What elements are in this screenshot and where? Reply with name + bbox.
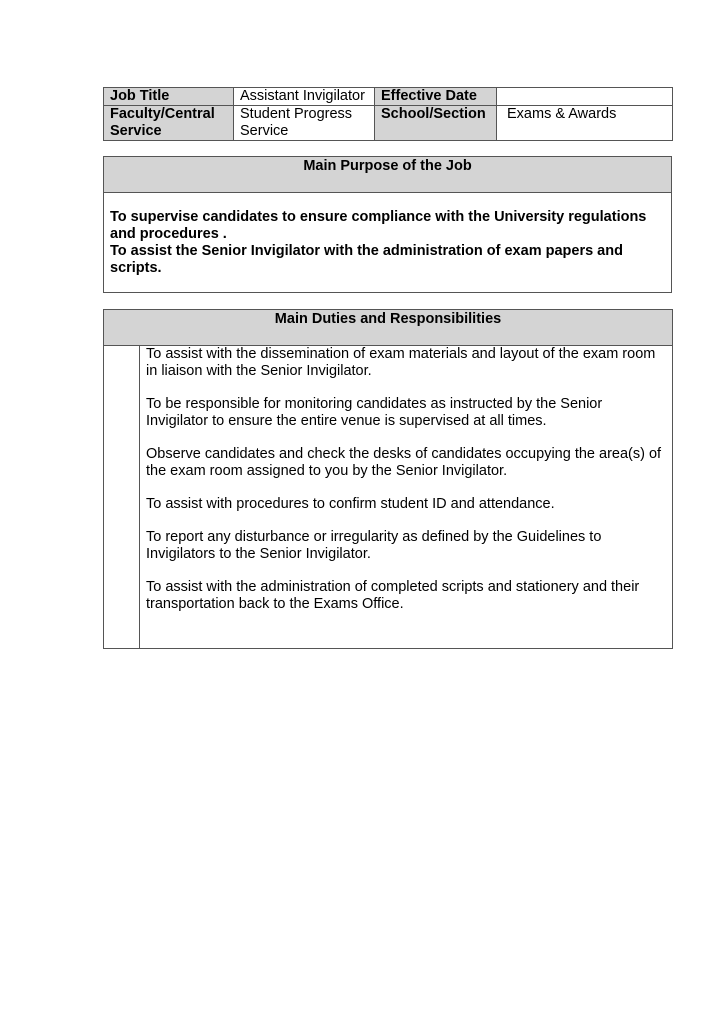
faculty-label: Faculty/Central Service: [104, 106, 234, 141]
main-duties-heading: Main Duties and Responsibilities: [104, 310, 673, 346]
main-duties-table: [103, 309, 673, 649]
purpose-line: To supervise candidates to ensure compliance with the University regulations and procedures .: [110, 209, 647, 242]
duties-bullet-column: [104, 346, 140, 649]
faculty-value: Student Progress Service: [234, 106, 375, 141]
duty-item: To be responsible for monitoring candidates as instructed by the Senior Invigilator to ensure the entire venue is supervised at all times.: [146, 396, 603, 429]
effective-date-value: [497, 88, 673, 106]
duty-item: To report any disturbance or irregularity as defined by the Guidelines to Invigilators to the Senior Invigilator.: [146, 529, 602, 562]
job-info-row: [104, 88, 673, 106]
main-purpose-body: [104, 193, 672, 293]
duty-item: Observe candidates and check the desks of candidates occupying the area(s) of the exam room assigned to you by the Senior Invigilator.: [146, 446, 662, 479]
main-purpose-table: [103, 156, 672, 293]
duty-item: To assist with procedures to confirm student ID and attendance.: [146, 496, 555, 512]
effective-date-label: Effective Date: [375, 88, 497, 106]
duty-item: To assist with the administration of completed scripts and stationery and their transportation back to the Exams Office.: [146, 579, 640, 612]
job-info-table: [103, 87, 673, 141]
job-title-value: Assistant Invigilator: [234, 88, 375, 106]
school-section-label: School/Section: [375, 106, 497, 141]
school-section-value: Exams & Awards: [497, 106, 673, 141]
job-info-row: [104, 106, 673, 141]
duties-list: [140, 346, 673, 649]
job-title-label: Job Title: [104, 88, 234, 106]
main-purpose-heading: Main Purpose of the Job: [104, 157, 672, 193]
duty-item: To assist with the dissemination of exam materials and layout of the exam room in liaison with the Senior Invigilator.: [146, 346, 656, 379]
purpose-line: To assist the Senior Invigilator with the administration of exam papers and scripts.: [110, 243, 623, 276]
